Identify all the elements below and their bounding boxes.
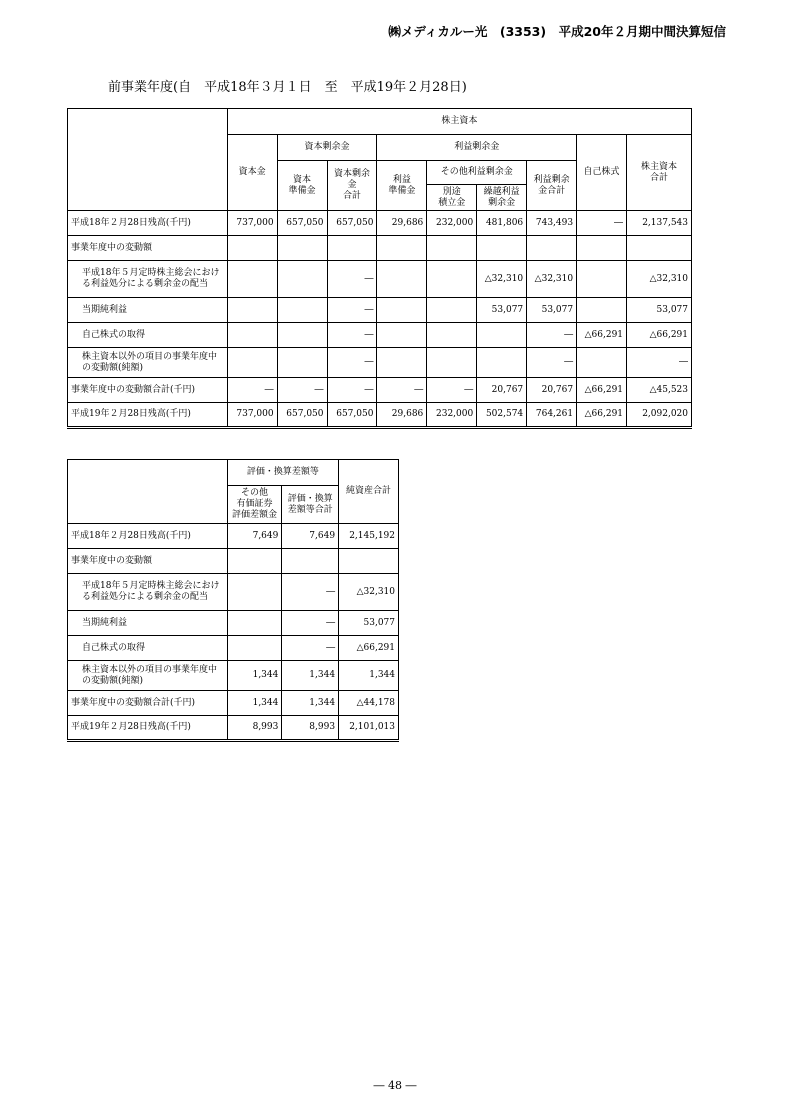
value-cell	[327, 236, 377, 261]
header-rieki-jouyo-goukei: 利益剰余 金合計	[527, 161, 577, 211]
value-cell: ―	[577, 211, 627, 236]
value-cell	[277, 236, 327, 261]
equity-changes-table-1	[67, 108, 692, 429]
value-cell: 53,077	[339, 611, 399, 636]
header-hyouka-goukei: 評価・換算 差額等合計	[282, 486, 339, 524]
value-cell: 53,077	[477, 298, 527, 323]
value-cell: 1,344	[339, 661, 399, 691]
value-cell: ―	[327, 261, 377, 298]
value-cell: 1,344	[282, 691, 339, 716]
row-label: 当期純利益	[68, 298, 228, 323]
table-row	[68, 236, 692, 261]
value-cell: ―	[527, 348, 577, 378]
value-cell	[227, 323, 277, 348]
value-cell	[427, 323, 477, 348]
value-cell	[282, 549, 339, 574]
period-title: 前事業年度(自 平成18年３月１日 至 平成19年２月28日)	[108, 80, 467, 95]
row-label: 株主資本以外の項目の事業年度中の変動額(純額)	[68, 348, 228, 378]
value-cell: △44,178	[339, 691, 399, 716]
value-cell: 743,493	[527, 211, 577, 236]
table-row	[68, 403, 692, 428]
value-cell: 737,000	[227, 403, 277, 428]
value-cell	[227, 261, 277, 298]
equity-changes-table-2	[67, 459, 399, 742]
value-cell: 1,344	[227, 661, 282, 691]
value-cell	[277, 323, 327, 348]
table-row	[68, 298, 692, 323]
value-cell	[377, 298, 427, 323]
row-label: 事業年度中の変動額合計(千円)	[68, 378, 228, 403]
value-cell	[427, 348, 477, 378]
value-cell	[527, 236, 577, 261]
value-cell: 657,050	[327, 211, 377, 236]
row-label: 事業年度中の変動額	[68, 236, 228, 261]
value-cell: 7,649	[227, 524, 282, 549]
header-betto-tsumitatekin: 別途 積立金	[427, 185, 477, 211]
value-cell	[427, 261, 477, 298]
value-cell	[227, 549, 282, 574]
value-cell	[427, 236, 477, 261]
value-cell: ―	[327, 378, 377, 403]
value-cell	[277, 298, 327, 323]
row-label: 当期純利益	[68, 611, 228, 636]
header-blank-cell	[68, 109, 228, 211]
table-row	[68, 636, 399, 661]
value-cell: ―	[327, 298, 377, 323]
header-sonota-yuka-shouken: その他 有価証券 評価差額金	[227, 486, 282, 524]
value-cell: 20,767	[527, 378, 577, 403]
value-cell	[627, 236, 692, 261]
value-cell	[577, 298, 627, 323]
row-label: 自己株式の取得	[68, 636, 228, 661]
value-cell: 8,993	[282, 716, 339, 741]
value-cell: ―	[377, 378, 427, 403]
value-cell: 29,686	[377, 403, 427, 428]
value-cell	[577, 261, 627, 298]
value-cell: ―	[227, 378, 277, 403]
value-cell: 737,000	[227, 211, 277, 236]
table-row	[68, 378, 692, 403]
table-row	[68, 524, 399, 549]
table-row	[68, 574, 399, 611]
value-cell: △45,523	[627, 378, 692, 403]
value-cell: 29,686	[377, 211, 427, 236]
value-cell: ―	[427, 378, 477, 403]
table-row	[68, 261, 692, 298]
value-cell: 657,050	[277, 211, 327, 236]
table-row	[68, 716, 399, 741]
value-cell	[339, 549, 399, 574]
table-row	[68, 348, 692, 378]
header-kurikoshi-rieki: 繰越利益 剰余金	[477, 185, 527, 211]
header-junshisan-goukei: 純資産合計	[339, 460, 399, 524]
row-label: 平成18年２月28日残高(千円)	[68, 211, 228, 236]
value-cell	[377, 348, 427, 378]
header-hyouka-kansan: 評価・換算差額等	[227, 460, 338, 486]
row-label: 平成18年５月定時株主総会における利益処分による剰余金の配当	[68, 261, 228, 298]
value-cell	[227, 636, 282, 661]
value-cell	[227, 298, 277, 323]
value-cell: 2,101,013	[339, 716, 399, 741]
value-cell: 232,000	[427, 211, 477, 236]
row-label: 事業年度中の変動額	[68, 549, 228, 574]
value-cell: 53,077	[527, 298, 577, 323]
header-blank-cell	[68, 460, 228, 524]
value-cell: △66,291	[339, 636, 399, 661]
table-row	[68, 323, 692, 348]
value-cell: 53,077	[627, 298, 692, 323]
value-cell: 2,092,020	[627, 403, 692, 428]
value-cell: △32,310	[477, 261, 527, 298]
value-cell: ―	[327, 323, 377, 348]
page-number: ― 48 ―	[373, 1079, 417, 1092]
value-cell: ―	[627, 348, 692, 378]
header-jiko-kabushiki: 自己株式	[577, 135, 627, 211]
value-cell: 764,261	[527, 403, 577, 428]
value-cell: ―	[327, 348, 377, 378]
table-row	[68, 691, 399, 716]
row-label: 平成19年２月28日残高(千円)	[68, 403, 228, 428]
value-cell: 481,806	[477, 211, 527, 236]
value-cell	[477, 323, 527, 348]
value-cell	[227, 236, 277, 261]
value-cell: △66,291	[577, 323, 627, 348]
header-kabunushi-shihon: 株主資本	[227, 109, 691, 135]
value-cell: △66,291	[577, 378, 627, 403]
value-cell: 1,344	[227, 691, 282, 716]
value-cell	[277, 348, 327, 378]
value-cell	[227, 348, 277, 378]
value-cell: △32,310	[627, 261, 692, 298]
table-row	[68, 211, 692, 236]
header-rieki-jouyokin: 利益剰余金	[377, 135, 577, 161]
value-cell: △66,291	[577, 403, 627, 428]
header-shihon-jouyo-goukei: 資本剰余金 合計	[327, 161, 377, 211]
value-cell	[427, 298, 477, 323]
value-cell: △66,291	[627, 323, 692, 348]
header-shihonkin: 資本金	[227, 135, 277, 211]
value-cell: 2,137,543	[627, 211, 692, 236]
header-shihon-jouyokin: 資本剰余金	[277, 135, 377, 161]
value-cell: 1,344	[282, 661, 339, 691]
header-rieki-junbikin: 利益 準備金	[377, 161, 427, 211]
value-cell: 2,145,192	[339, 524, 399, 549]
value-cell: ―	[282, 636, 339, 661]
company-header: ㈱メディカルー光 (3353) 平成20年２月期中間決算短信	[388, 24, 726, 39]
value-cell	[377, 261, 427, 298]
row-label: 平成19年２月28日残高(千円)	[68, 716, 228, 741]
value-cell: ―	[527, 323, 577, 348]
table-row	[68, 549, 399, 574]
value-cell	[577, 236, 627, 261]
header-shihon-junbikin: 資本 準備金	[277, 161, 327, 211]
value-cell	[227, 611, 282, 636]
row-label: 自己株式の取得	[68, 323, 228, 348]
value-cell	[377, 323, 427, 348]
row-label: 平成18年５月定時株主総会における利益処分による剰余金の配当	[68, 574, 228, 611]
value-cell: 20,767	[477, 378, 527, 403]
row-label: 株主資本以外の項目の事業年度中の変動額(純額)	[68, 661, 228, 691]
value-cell: 657,050	[277, 403, 327, 428]
value-cell: △32,310	[527, 261, 577, 298]
value-cell: ―	[282, 611, 339, 636]
header-kabunushi-goukei: 株主資本 合計	[627, 135, 692, 211]
value-cell: 657,050	[327, 403, 377, 428]
value-cell	[277, 261, 327, 298]
value-cell: △32,310	[339, 574, 399, 611]
table-row	[68, 611, 399, 636]
value-cell	[577, 348, 627, 378]
value-cell	[477, 236, 527, 261]
header-sonota-rieki-jouyokin: その他利益剰余金	[427, 161, 527, 185]
row-label: 平成18年２月28日残高(千円)	[68, 524, 228, 549]
value-cell: ―	[277, 378, 327, 403]
value-cell: 8,993	[227, 716, 282, 741]
value-cell: 502,574	[477, 403, 527, 428]
value-cell: 7,649	[282, 524, 339, 549]
value-cell	[377, 236, 427, 261]
table-row	[68, 661, 399, 691]
row-label: 事業年度中の変動額合計(千円)	[68, 691, 228, 716]
value-cell	[227, 574, 282, 611]
value-cell: 232,000	[427, 403, 477, 428]
value-cell: ―	[282, 574, 339, 611]
value-cell	[477, 348, 527, 378]
